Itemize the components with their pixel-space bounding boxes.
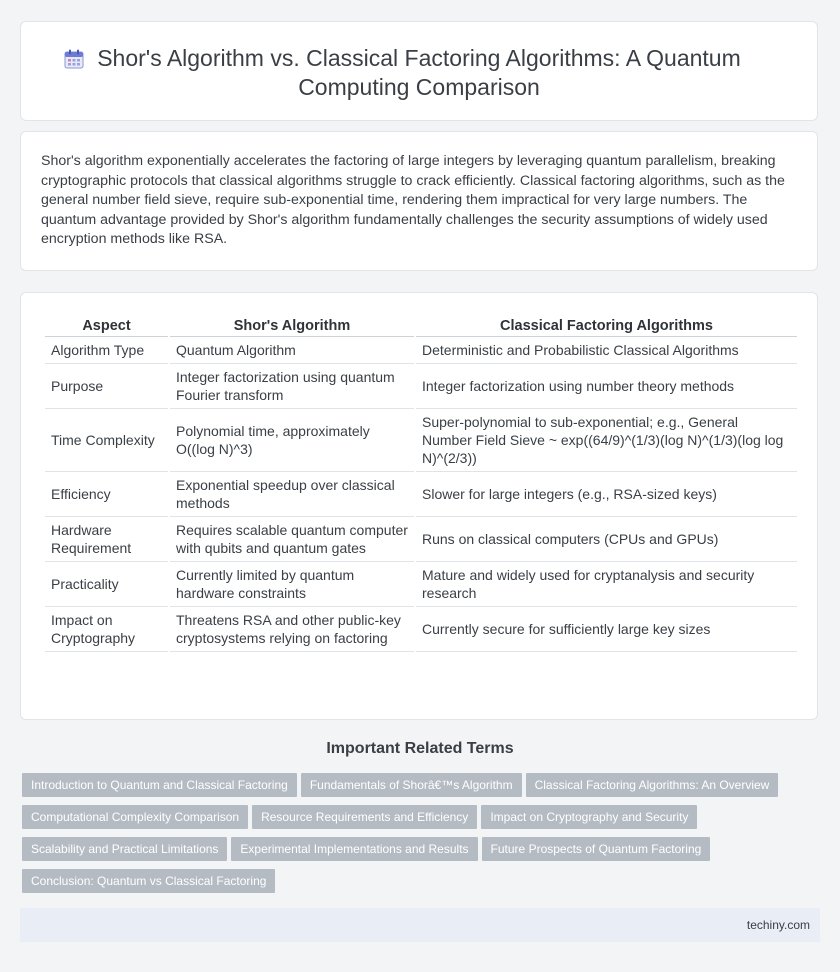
- related-terms-list: [22, 773, 822, 901]
- related-term-tag[interactable]: Introduction to Quantum and Classical Factoring: [22, 773, 297, 797]
- related-term-tag[interactable]: Experimental Implementations and Results: [231, 837, 477, 861]
- related-term-tag[interactable]: Conclusion: Quantum vs Classical Factoring: [22, 869, 275, 893]
- table-cell-aspect: Algorithm Type: [45, 337, 168, 364]
- related-term-tag[interactable]: Impact on Cryptography and Security: [481, 805, 697, 829]
- table-cell-classical: Deterministic and Probabilistic Classical Algorithms: [416, 337, 797, 364]
- footer-site-link[interactable]: techiny.com: [746, 918, 810, 932]
- table-cell-classical: Super-polynomial to sub-exponential; e.g., General Number Field Sieve ~ exp((64/9)^(1/3)(log N)^(1/3)(log log N)^(2/3)): [416, 409, 797, 472]
- related-term-tag[interactable]: Resource Requirements and Efficiency: [252, 805, 477, 829]
- intro-paragraph: Shor's algorithm exponentially accelerates the factoring of large integers by leveraging quantum parallelism, breaking cryptographic protocols that classical algorithms struggle to crack efficiently. Classical factoring algorithms, such as the general number field sieve, require sub-exponential time, rendering them impractical for very large numbers. The quantum advantage provided by Shor's algorithm fundamentally challenges the security assumptions of widely used encryption methods like RSA.: [41, 153, 785, 247]
- header-card: [20, 21, 818, 121]
- table-row: [45, 517, 797, 562]
- table-cell-aspect: Time Complexity: [45, 409, 168, 472]
- table-header-row: [45, 315, 797, 337]
- comparison-table-card: [20, 292, 818, 720]
- table-cell-classical: Slower for large integers (e.g., RSA-sized keys): [416, 472, 797, 517]
- table-cell-shors: Quantum Algorithm: [170, 337, 414, 364]
- table-row: [45, 607, 797, 652]
- page-title: Shor's Algorithm vs. Classical Factoring Algorithms: A Quantum Computing Comparison: [97, 45, 741, 100]
- table-cell-shors: Exponential speedup over classical methods: [170, 472, 414, 517]
- table-row: [45, 364, 797, 409]
- table-cell-classical: Mature and widely used for cryptanalysis and security research: [416, 562, 797, 607]
- table-cell-shors: Requires scalable quantum computer with qubits and quantum gates: [170, 517, 414, 562]
- column-header-shors: Shor's Algorithm: [170, 315, 414, 337]
- comparison-table: [43, 315, 799, 652]
- table-cell-classical: Runs on classical computers (CPUs and GPUs): [416, 517, 797, 562]
- table-cell-shors: Polynomial time, approximately O((log N)^3): [170, 409, 414, 472]
- table-cell-aspect: Practicality: [45, 562, 168, 607]
- table-cell-aspect: Hardware Requirement: [45, 517, 168, 562]
- table-cell-aspect: Efficiency: [45, 472, 168, 517]
- related-term-tag[interactable]: Fundamentals of Shorâ€™s Algorithm: [301, 773, 522, 797]
- table-cell-shors: Currently limited by quantum hardware constraints: [170, 562, 414, 607]
- table-row: [45, 409, 797, 472]
- table-cell-shors: Threatens RSA and other public-key cryptosystems relying on factoring: [170, 607, 414, 652]
- footer: [20, 908, 820, 942]
- column-header-aspect: Aspect: [45, 315, 168, 337]
- table-cell-aspect: Purpose: [45, 364, 168, 409]
- related-term-tag[interactable]: Computational Complexity Comparison: [22, 805, 248, 829]
- table-row: [45, 562, 797, 607]
- column-header-classical: Classical Factoring Algorithms: [416, 315, 797, 337]
- table-cell-aspect: Impact on Cryptography: [45, 607, 168, 652]
- table-row: [45, 337, 797, 364]
- related-term-tag[interactable]: Classical Factoring Algorithms: An Overview: [526, 773, 779, 797]
- intro-card: [20, 131, 818, 271]
- table-cell-classical: Currently secure for sufficiently large key sizes: [416, 607, 797, 652]
- related-term-tag[interactable]: Scalability and Practical Limitations: [22, 837, 227, 861]
- related-term-tag[interactable]: Future Prospects of Quantum Factoring: [482, 837, 711, 861]
- table-cell-shors: Integer factorization using quantum Fourier transform: [170, 364, 414, 409]
- table-cell-classical: Integer factorization using number theory methods: [416, 364, 797, 409]
- related-terms-heading: Important Related Terms: [326, 740, 514, 757]
- table-row: [45, 472, 797, 517]
